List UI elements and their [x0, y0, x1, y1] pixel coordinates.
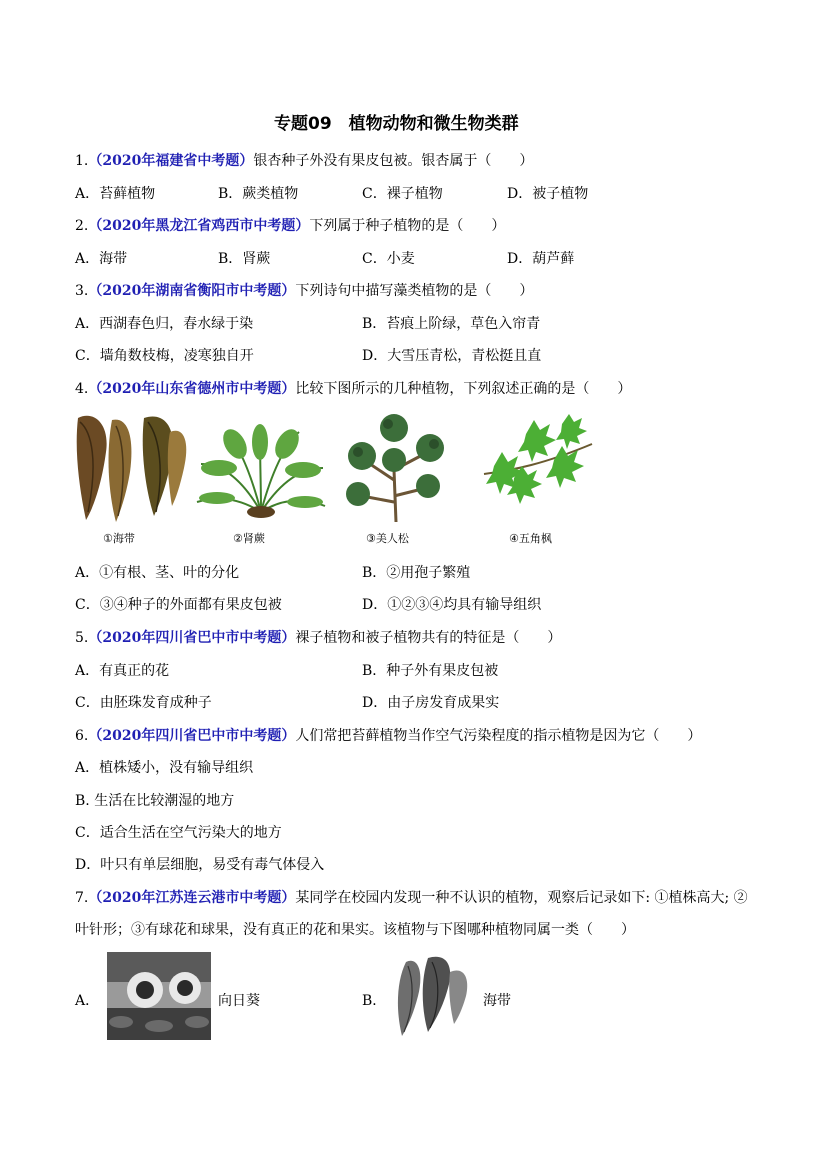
- q7-option-a: A．: [75, 993, 100, 1009]
- caption-pine: ③美人松: [366, 532, 409, 545]
- q2-option-d: D．葫芦藓: [507, 251, 575, 267]
- q5-option-d: D．由子房发育成果实: [362, 695, 500, 711]
- question-number: 6.: [75, 728, 89, 744]
- question-text: 下列属于种子植物的是（ ）: [309, 218, 506, 234]
- question-text-line1: 某同学在校园内发现一种不认识的植物，观察后记录如下: ①植株高大; ②: [295, 890, 748, 906]
- question-source: （2020年福建省中考题）: [88, 153, 254, 169]
- q4-option-a: A．①有根、茎、叶的分化: [75, 565, 240, 581]
- kelp-image: [72, 412, 192, 524]
- q3-option-c: C．墙角数枝梅，凌寒独自开: [75, 348, 254, 364]
- q7-option-a-label: 向日葵: [218, 993, 260, 1009]
- question-number: 5.: [75, 630, 89, 646]
- question-source: （2020年山东省德州市中考题）: [88, 381, 296, 397]
- question-number: 7.: [75, 890, 89, 906]
- question-source: （2020年江苏连云港市中考题）: [88, 890, 296, 906]
- q4-option-b: B．②用孢子繁殖: [362, 565, 471, 581]
- question-source: （2020年黑龙江省鸡西市中考题）: [88, 218, 310, 234]
- q6-option-c: C．适合生活在空气污染大的地方: [75, 825, 282, 841]
- question-text: 银杏种子外没有果皮包被。银杏属于（ ）: [253, 153, 534, 169]
- question-3: [75, 280, 533, 300]
- q1-option-b: B．蕨类植物: [218, 186, 299, 202]
- question-4: [75, 378, 631, 398]
- question-text-line2: 叶针形；③有球花和球果，没有真正的花和果实。该植物与下图哪种植物同属一类（ ）: [75, 922, 635, 938]
- q4-option-c: C．③④种子的外面都有果皮包被: [75, 597, 282, 613]
- question-number: 3.: [75, 283, 89, 299]
- question-1: [75, 150, 533, 170]
- sunflower-image: [107, 952, 211, 1040]
- q5-option-a: A．有真正的花: [75, 663, 170, 679]
- q6-option-b: B. 生活在比较潮湿的地方: [75, 793, 235, 809]
- question-number: 2.: [75, 218, 89, 234]
- q5-option-b: B．种子外有果皮包被: [362, 663, 499, 679]
- page-title: 专题09 植物动物和微生物类群: [274, 114, 519, 134]
- q7-option-b: B．: [362, 993, 387, 1009]
- q3-option-d: D．大雪压青松，青松挺且直: [362, 348, 542, 364]
- question-text: 裸子植物和被子植物共有的特征是（ ）: [295, 630, 562, 646]
- question-7: [75, 887, 748, 907]
- q1-option-c: C．裸子植物: [362, 186, 443, 202]
- question-number: 1.: [75, 153, 89, 169]
- question-text: 人们常把苔藓植物当作空气污染程度的指示植物是因为它（ ）: [295, 728, 702, 744]
- question-2: [75, 215, 505, 235]
- pine-image: [334, 410, 458, 524]
- q3-option-b: B．苔痕上阶绿，草色入帘青: [362, 316, 541, 332]
- question-source: （2020年四川省巴中市中考题）: [88, 630, 296, 646]
- q2-option-b: B．肾蕨: [218, 251, 271, 267]
- q4-option-d: D．①②③④均具有输导组织: [362, 597, 542, 613]
- question-text: 下列诗句中描写藻类植物的是（ ）: [295, 283, 534, 299]
- q1-option-d: D．被子植物: [507, 186, 589, 202]
- q1-option-a: A．苔藓植物: [75, 186, 156, 202]
- maple-image: [474, 414, 598, 518]
- caption-fern: ②肾蕨: [233, 532, 265, 545]
- question-source: （2020年四川省巴中市中考题）: [88, 728, 296, 744]
- q6-option-a: A．植株矮小，没有输导组织: [75, 760, 254, 776]
- q2-option-c: C．小麦: [362, 251, 415, 267]
- question-text: 比较下图所示的几种植物，下列叙述正确的是（ ）: [295, 381, 632, 397]
- question-5: [75, 627, 561, 647]
- kelp-bw-image: [388, 952, 478, 1038]
- caption-maple: ④五角枫: [509, 532, 552, 545]
- question-number: 4.: [75, 381, 89, 397]
- question-source: （2020年湖南省衡阳市中考题）: [88, 283, 296, 299]
- caption-kelp: ①海带: [103, 532, 135, 545]
- q7-option-b-label: 海带: [483, 993, 511, 1009]
- q6-option-d: D．叶只有单层细胞，易受有毒气体侵入: [75, 857, 325, 873]
- q3-option-a: A．西湖春色归，春水绿于染: [75, 316, 254, 332]
- question-6: [75, 725, 701, 745]
- q5-option-c: C．由胚珠发育成种子: [75, 695, 212, 711]
- fern-image: [195, 424, 327, 520]
- q2-option-a: A．海带: [75, 251, 128, 267]
